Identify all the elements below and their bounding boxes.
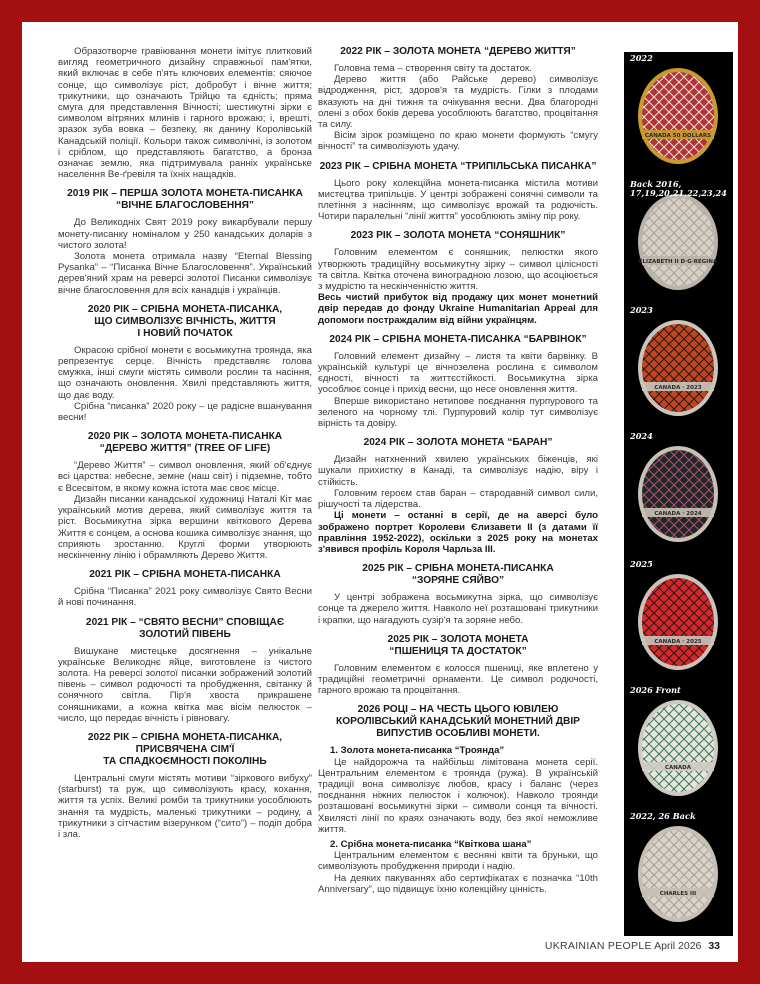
heading-line: 2024 РІК – ЗОЛОТА МОНЕТА “БАРАН”: [363, 437, 553, 449]
publication-name: UKRAINIAN PEOPLE: [544, 940, 652, 952]
paragraph: До Великодніх Свят 2019 року викарбували першу монету-писанку номіналом у 250 канадських доларів з чистого золота!: [58, 217, 312, 251]
page-number: 33: [708, 940, 720, 952]
section-2022-gold: [318, 46, 598, 153]
paragraph: “Дерево Життя” – символ оновлення, який об'єднує всі царства: небесне, земне (наш світ) і підземне, тобто є Всесвітом, в якому кожна істота має своє місце.: [58, 460, 312, 494]
paragraph: Це найдорожча та найбільш лімітована монета серії. Центральним елементом є троянда (ружа). В українській традиції вона символізує любов, красу і баланс (через поєднання ніжних пелюсток і колючок). Навколо троянди розташовані восьмикутні зірки – символи сонця та вічності. Хвилясті лінії по краях означають воду, без якої неможливе життя.: [318, 756, 598, 835]
egg-coin-icon: [624, 430, 733, 546]
paragraph: Центральні смуги містять мотиви “зіркового вибуху” (starburst) та руж, що символізують красу, кохання, життя та успіх. Великі ромби та трикутники уособлюють знання та мудрість, маленькі трикутники – родину, а трикутники з сітчастим візерунком (“сито”) – подіп добра і зла.: [58, 772, 312, 840]
heading-line: І НОВИЙ ПОЧАТОК: [137, 327, 233, 339]
section-2026: [318, 704, 598, 895]
section-2024-gold: [318, 437, 598, 555]
heading-line: “ЗОРЯНЕ СЯЙВО”: [411, 575, 505, 587]
coin-photo: [624, 684, 733, 800]
coin-photo: [624, 430, 733, 546]
section-heading: [318, 704, 598, 740]
heading-line: 2020 РІК – СРІБНА МОНЕТА-ПИСАНКА,: [87, 303, 283, 315]
section-heading: [318, 46, 598, 58]
section-2022-silver: [58, 732, 312, 840]
section-heading: [58, 431, 312, 455]
coin-photo-strip: [624, 52, 733, 936]
paragraph: Дизайн натхненний хвилею українських біженців, які шукали прихистку в Канаді, та символізує надію, віру і стійкість.: [318, 454, 598, 488]
heading-line: 2024 РІК – СРІБНА МОНЕТА-ПИСАНКА “БАРВІНОК”: [329, 333, 587, 345]
section-heading: [318, 437, 598, 449]
coin-photo: [624, 178, 733, 294]
coin-face: [642, 72, 714, 160]
paragraph: Вперше використано нетипове поєднання пурпурового та зеленого на чорному тлі. Пурпуровий колір тут символізує вірність та довіру.: [318, 395, 598, 430]
heading-line: 2022 РІК – СРІБНА МОНЕТА-ПИСАНКА,: [87, 731, 283, 743]
egg-coin-icon: [624, 810, 733, 926]
coin-face: [642, 704, 714, 792]
paragraph: На деяких пакуваннях або сертифікатах є позначка “10th Anniversary”, що підвищує їхню колекційну цінність.: [318, 872, 598, 895]
coin-photo: [624, 810, 733, 926]
section-2025-gold: [318, 634, 598, 697]
coin-inscription: ELIZABETH II D·G·REGINA: [638, 259, 718, 265]
coin-year-label: 2026 Front: [630, 685, 681, 695]
paragraph: Золота монета отримала назву “Eternal Blessing Pysanka” – “Писанка Вічне Благословення”. Український дерев'яний храм на реверсі золотої Писанки символізує вічне благословення для всіх канадців і українців.: [58, 251, 312, 296]
coin-year-label: 2022: [630, 53, 653, 63]
section-2024-silver: [318, 334, 598, 429]
paragraph: Центральним елементом є весняні квіти та бруньки, що символізують пробудження природи і надію.: [318, 850, 598, 873]
coin-inscription: CANADA · 2023: [654, 385, 702, 391]
paragraph: Головна тема – створення світу та достаток.: [334, 63, 532, 74]
coin-face: [642, 830, 714, 918]
section-2019: [58, 188, 312, 295]
subheading: 2. Срібна монета-писанка “Квіткова шана”: [330, 838, 532, 850]
coin-photo: [624, 558, 733, 674]
subheading: 1. Золота монета-писанка “Троянда”: [330, 745, 505, 757]
heading-line: ЗОЛОТИЙ ПІВЕНЬ: [139, 628, 231, 640]
heading-line: 2021 РІК – “СВЯТО ВЕСНИ” СПОВІЩАЄ: [85, 616, 285, 628]
paragraph: Вишукане мистецьке досягнення – унікальне українське Великоднє яйце, виготовлене із чистого золота. На реверсі золотої писанки зображений золотий півень – символ родючості та пробудження, світанку й сонячного світла. Пір'я хвоста прикрашене соняшниками, а кожна квітка має вісім пелюсток – число, що передає вічність і рівновагу.: [58, 645, 312, 724]
section-heading: [318, 161, 598, 173]
coin-photo: [624, 52, 733, 168]
section-2021-silver: [58, 569, 312, 608]
paragraph: Окрасою срібної монети є восьмикутна троянда, яка репрезентує серце. Вічність представляє голова смужка, інші смуги містять символи рослин та насіння, що означають оновлення. Хвилі представляють життя, що дає воду.: [58, 344, 312, 401]
heading-line: ЩО СИМВОЛІЗУЄ ВІЧНІСТЬ, ЖИТТЯ: [94, 315, 276, 327]
coin-inscription: CANADA · 2024: [654, 511, 702, 517]
coin-year-label: 2024: [630, 431, 653, 441]
heading-line: 2025 РІК – СРІБНА МОНЕТА-ПИСАНКА: [362, 563, 554, 575]
coin-inscription: CANADA · 2025: [654, 639, 702, 645]
paragraph: Головний елемент дизайну – листя та квіти барвінку. В українській культурі це вічнозелена рослина є символом єдності, вічності та життєстійкості. Восьмикутна зірка уособлює сонце і прихід весни, що несе оновлення життя.: [318, 350, 598, 396]
paragraph: Головним елементом є соняшник, пелюстки якого утворюють традиційну восьмикутну зірку – символ цілісності та світла. Квітка оточена виноградною лозою, що асоціюється з мудрістю та нескінченністю життя.: [318, 247, 598, 293]
heading-line: ВИПУСТИВ ОСОБЛИВІ МОНЕТИ.: [376, 728, 540, 740]
heading-line: ПРИСВЯЧЕНА СІМ'Ї: [135, 743, 235, 755]
paragraph: У центрі зображена восьмикутна зірка, що символізує сонце та джерело життя. Навколо неї розташовані трикутники і крапки, що нагадують сузір'я та зоряне небо.: [318, 592, 598, 626]
heading-line: 2019 РІК – ПЕРША ЗОЛОТА МОНЕТА-ПИСАНКА: [67, 188, 303, 200]
paragraph: Головним героєм став баран – стародавній символ сили, рішучості та лідерства.: [318, 487, 598, 511]
section-heading: [58, 732, 312, 768]
coin-year-label: Back 2016, 17,19,20,21,22,23,24: [630, 179, 727, 198]
heading-line: 2021 РІК – СРІБНА МОНЕТА-ПИСАНКА: [89, 569, 281, 581]
section-heading: [58, 304, 312, 340]
page-footer: [545, 940, 720, 952]
paragraph: Срібна “писанка” 2020 року – це радісне вшанування весни!: [58, 400, 312, 424]
section-heading: [318, 334, 598, 346]
coin-face: [642, 198, 714, 286]
heading-line: 2020 РІК – ЗОЛОТА МОНЕТА-ПИСАНКА: [87, 431, 283, 443]
egg-coin-icon: [624, 304, 733, 420]
text-column-right: [318, 46, 598, 895]
egg-coin-icon: [624, 558, 733, 674]
paragraph: Срібна “Писанка” 2021 року символізує Свято Весни й нові починання.: [58, 586, 312, 609]
paragraph: Цього року колекційна монета-писанка містила мотиви мистецтва трипільців. У центрі зображені сонячні символи та плетіння з насінням, що символізує врожай та родючість. Чотири паралельні “лінії життя” уособлюють зміну пір року.: [318, 177, 598, 223]
egg-coin-icon: [624, 52, 733, 168]
magazine-page: [22, 22, 738, 962]
section-heading: [318, 634, 598, 658]
coin-face: [642, 578, 714, 666]
egg-coin-icon: [624, 684, 733, 800]
issue-date: April 2026: [654, 940, 702, 952]
text-column-left: [58, 46, 312, 840]
paragraph: Дизайн писанки канадської художниці Наталі Кіт має український мотив дерева, який символізує життя та ріст. Восьмикутна зірка вершини квіткового Дерева Життя є сонцем, а основа кошика символізує знання, що сприяють зростанню. Круглі форми утворюють нескінченну лінію і обрамляють Дерево Життя.: [58, 493, 312, 561]
section-2021-gold: [58, 617, 312, 724]
section-2023-gold: [318, 230, 598, 325]
coin-inscription: CANADA: [665, 765, 691, 771]
section-heading: [318, 563, 598, 587]
coin-face: [642, 324, 714, 412]
intro-paragraph: Образотворче гравіювання монети імітує плитковий вигляд геометричного дизайну справжньої пам'ятки, який включає в себе п'ять ключових елементів: сяючое сонце, що символізує ріст, добробут і вічне життя; трикутники, що означають Трійцю та єдність; пряма смуга для представлення Вічності; шестикутні зірки є символом вітряних млинів і гарного врожаю; і, врешті, зразок зуба вовка – безпеку, як данину Королівській Канадській поліції. Кольори також символічні, із золотом і сріблом, що представляють багатство, а бронза означає землю, яка підтримувала ранніх українське населення Ве-ґревіля та їхніх нащадків.: [58, 46, 312, 181]
coin-inscription: CANADA 50 DOLLARS: [644, 133, 712, 139]
paragraph: Дерево життя (або Райське дерево) символізує відродження, ріст, здоров'я та мудрість. Гілки з плодами вказують на дні тижня та очікування весни. Два благородні олені з обох боків дерева уособлюють багатство, процвітання та силу.: [318, 74, 598, 131]
section-2020-silver: [58, 304, 312, 423]
coin-face: [642, 450, 714, 538]
heading-line: 2026 РОЦІ – НА ЧЕСТЬ ЦЬОГО ЮВІЛЕЮ: [357, 704, 559, 716]
heading-line: “ПШЕНИЦЯ ТА ДОСТАТОК”: [389, 645, 527, 657]
section-2025-silver: [318, 563, 598, 626]
section-heading: [58, 617, 312, 641]
heading-line: “ДЕРЕВО ЖИТТЯ” (TREE OF LIFE): [99, 443, 271, 455]
heading-line: 2022 РІК – ЗОЛОТА МОНЕТА “ДЕРЕВО ЖИТТЯ”: [340, 46, 576, 57]
heading-line: КОРОЛІВСЬКИЙ КАНАДСЬКИЙ МОНЕТНИЙ ДВІР: [336, 716, 580, 728]
heading-line: “ВІЧНЕ БЛАГОСЛОВЕННЯ”: [115, 200, 255, 212]
paragraph: Вісім зірок розміщено по краю монети формують “смугу вічності” та символізують удачу.: [318, 130, 598, 153]
section-heading: [318, 230, 598, 242]
bold-paragraph: Весь чистий прибуток від продажу цих монет монетний двір передав до фонду Ukraine Humanitarian Appeal для допомоги постраждалим від війни українцям.: [318, 292, 598, 326]
heading-line: ТА СПАДКОЄМНОСТІ ПОКОЛІНЬ: [103, 755, 267, 767]
coin-inscription: CHARLES III: [659, 891, 697, 897]
coin-year-label: 2023: [630, 305, 653, 315]
bold-paragraph: Ці монети – останні в серії, де на аверсі було зображено портрет Королеви Єлизавети ІІ (з датами її правління 1952-2022), оскільки з 2025 року на монетах з'явився профіль Короля Чарльза ІІІ.: [318, 510, 598, 555]
coin-year-label: 2025: [630, 559, 653, 569]
heading-line: 2023 РІК – ЗОЛОТА МОНЕТА “СОНЯШНИК”: [350, 230, 566, 242]
paragraph: Головним елементом є колосся пшениці, яке вплетено у традиційні геометричні орнаменти. Це символ родючості, гарного врожаю та процвітання.: [318, 662, 598, 697]
coin-year-label: 2022, 26 Back: [630, 811, 696, 821]
section-heading: [58, 188, 312, 212]
section-2023-silver: [318, 161, 598, 223]
heading-line: 2025 РІК – ЗОЛОТА МОНЕТА: [387, 633, 529, 645]
heading-line: 2023 РІК – СРІБНА МОНЕТА “ТРИПІЛЬСЬКА ПИСАНКА”: [319, 160, 597, 172]
coin-photo: [624, 304, 733, 420]
section-heading: [58, 569, 312, 581]
section-2020-gold: [58, 431, 312, 561]
